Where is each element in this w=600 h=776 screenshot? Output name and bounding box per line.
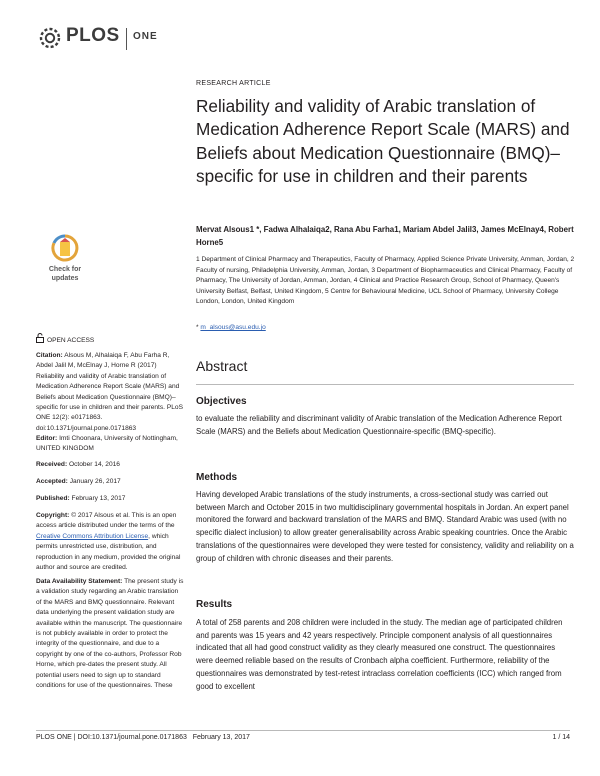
accepted-block [36, 477, 184, 487]
open-lock-icon [36, 333, 44, 343]
accepted-label: Accepted: [36, 478, 68, 485]
plos-logo-icon [36, 24, 64, 52]
received-label: Received: [36, 461, 68, 468]
badge-line2: updates [51, 275, 79, 282]
data-availability-block [36, 577, 184, 691]
received-block [36, 460, 184, 470]
author-list: Mervat Alsous1 *, Fadwa Alhalaiqa2, Rana Abu Farha1, Mariam Abdel Jalil3, James McElnay4, Robert Horne5 [196, 225, 574, 247]
footer-citation: PLOS ONE | DOI:10.1371/journal.pone.0171863 February 13, 2017 [36, 734, 250, 741]
corresponding-email [196, 324, 266, 331]
email-link[interactable]: m_alsous@asu.edu.jo [200, 324, 266, 331]
objectives-text: to evaluate the reliability and discriminant validity of Arabic translation of the Medication Adherence Report Scale (MARS) and the Beliefs about Medication Questionnaire-specific (BMQ-specific). [196, 414, 562, 436]
editor-label: Editor: [36, 435, 58, 442]
accepted-date: January 26, 2017 [69, 478, 121, 485]
journal-name: ONE [133, 31, 158, 42]
logo-divider [126, 28, 127, 50]
footer-divider [36, 730, 570, 731]
badge-line1: Check for [48, 266, 82, 273]
copyright-text-1: © 2017 Alsous et al. This is an open access article distributed under the terms of the [36, 512, 177, 530]
page-footer [36, 734, 570, 741]
received-date: October 14, 2016 [69, 461, 120, 468]
data-availability-text: The present study is a validation study regarding an Arabic translation of the MARS and BMQ questionnaire. Relevant data underlying the present validation study are available within the manuscript. The questionnaire is not publicly available in order to protect the integrity of the questionnaire, and due to a copyright by one of the co-authors, Professor Rob Horne, which pre-dates the present study. All potential users need to sign up to standard conditions for use of the questionnaires. These [36, 578, 184, 690]
published-label: Published: [36, 495, 70, 502]
data-availability-label: Data Availability Statement: [36, 578, 123, 585]
results-text: A total of 258 parents and 208 children were included in the study. The median age of participated children and parents was 15 years and 42 years respectively. Principle component analysis of all questionnaires indicated that all had good construct validity as they clearly measured one construct. The questionnaires were deemed reliable based on the results of Cronbach alpha coefficient. Furthermore, reliability of the questionnaires was demonstrated by test-retest intraclass correlation coefficients (ICC) which ranged from good to excellent [196, 618, 563, 691]
copyright-block [36, 511, 184, 573]
copyright-label: Copyright: [36, 512, 70, 519]
page-number: 1 / 14 [552, 734, 570, 741]
editor-block [36, 434, 184, 455]
update-badge-icon [51, 234, 79, 264]
copyright-text-2: , which permits unrestricted use, distribution, and reproduction in any medium, provided the original author and source are credited. [36, 532, 181, 572]
license-link[interactable]: Creative Commons Attribution License [36, 532, 149, 540]
plos-one-logo[interactable] [36, 22, 196, 56]
methods-text: Having developed Arabic translations of the study instruments, a cross-sectional study was carried out between March and October 2015 in two multidisciplinary governmental hospitals in Jordan. An expert panel monitored the forward and backward translation of the MARS and BMQ. Standard Arabic was used (with no specific dialect inclusion) to allow greater generalisability across Arabic speaking countries. Once the Arabic translations of the questionnaires were developed they were tested for consistency, validity and reliability on a group of children with chronic diseases and their parents. [196, 490, 574, 563]
email-marker: * [196, 324, 199, 331]
abstract-divider [196, 384, 574, 385]
affiliations: 1 Department of Clinical Pharmacy and Therapeutics, Faculty of Pharmacy, Applied Science Private University, Amman, Jordan, 2 Faculty of nursing, Philadelphia University, Amman, Jordan, 3 Department of Biopharmaceutics and Clinical Pharmacy, Faculty of Pharmacy, The University of Jordan, Amman, Jordan, 4 Clinical and Practice Research Group, School of Pharmacy, Queen's University Belfast, Belfast, United Kingdom, 5 Centre for Behavioural Medicine, UCL School of Pharmacy, University College London, London, United Kingdom [196, 256, 575, 306]
methods-heading: Methods [196, 472, 238, 483]
results-heading: Results [196, 599, 233, 610]
objectives-heading: Objectives [196, 396, 247, 407]
check-for-updates-badge[interactable] [36, 232, 94, 290]
abstract-heading: Abstract [196, 358, 248, 374]
editor-text: Imti Choonara, University of Nottingham, UNITED KINGDOM [36, 435, 178, 453]
citation-block [36, 351, 184, 434]
citation-label: Citation: [36, 352, 63, 359]
logo-text: PLOS [66, 25, 120, 46]
open-access-label [36, 333, 184, 346]
citation-text: Alsous M, Alhalaiqa F, Abu Farha R, Abdel Jalil M, McElnay J, Horne R (2017) Reliability and validity of Arabic translation of Medication Adherence Report Scale (MARS) and Beliefs about Medication Questionnaire (BMQ)–specific for use in children and their parents. PLoS ONE 12(2): e0171863. doi:10.1371/journal.pone.0171863 [36, 352, 183, 432]
open-access-text: OPEN ACCESS [47, 337, 95, 344]
published-date: February 13, 2017 [71, 495, 126, 502]
article-type: RESEARCH ARTICLE [196, 80, 271, 87]
page-title: Reliability and validity of Arabic translation of Medication Adherence Report Scale (MARS) and Beliefs about Medication Questionnaire (BMQ)–specific for use in children and their parents [196, 96, 570, 186]
published-block [36, 494, 184, 504]
